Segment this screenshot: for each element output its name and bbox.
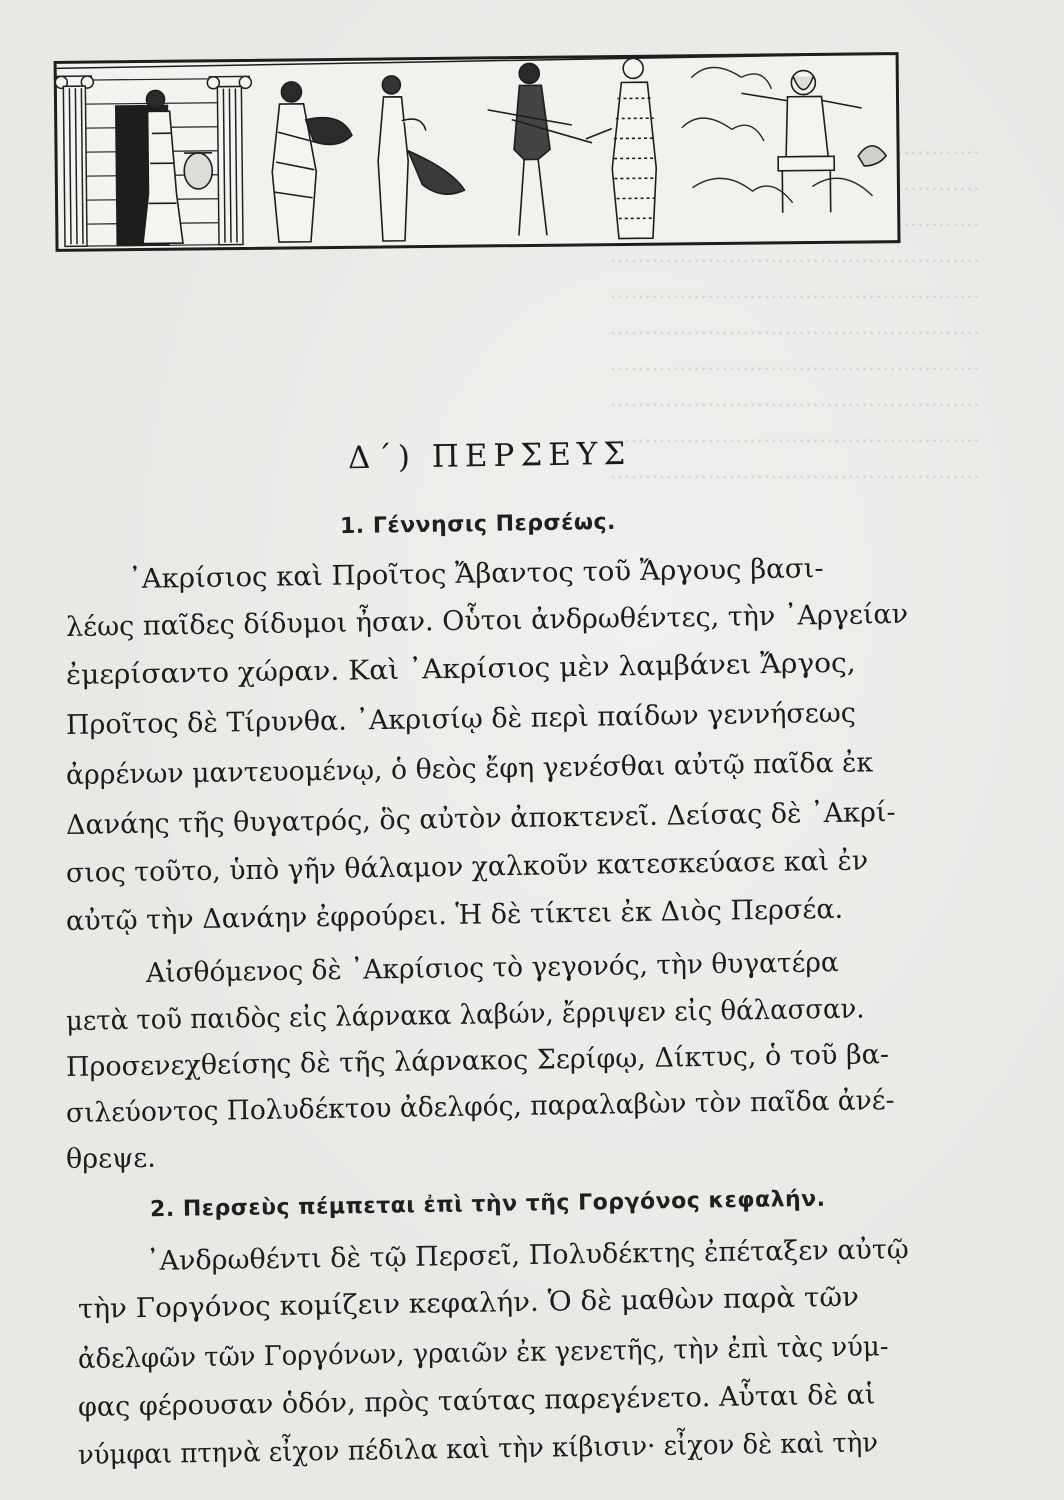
chapter-title: Δ΄) ΠΕΡΣΕΥΣ	[347, 435, 632, 477]
text-line: λέως παῖδες δίδυμοι ἦσαν. Οὗτοι ἀνδρωθέντες, τὴν ᾿Αργείαν	[65, 598, 909, 643]
text-line: τὴν Γοργόνος κομίζειν κεφαλήν. Ὁ δὲ μαθὼν παρὰ τῶν	[77, 1281, 860, 1325]
text-line: φας φέρουσαν ὁδόν, πρὸς ταύτας παρεγένετο. Αὗται δὲ αἱ	[77, 1379, 876, 1423]
text-line: Προῖτος δὲ Τίρυνθα. ᾿Ακρισίῳ δὲ περὶ παίδων γεννήσεως	[65, 697, 857, 741]
illustration-banner	[51, 36, 905, 257]
text-line: αὐτῷ τὴν Δανάην ἐφρούρει. Ἡ δὲ τίκτει ἐκ Διὸς Περσέα.	[65, 893, 844, 937]
text-line: ἀρρένων μαντευομένῳ, ὁ θεὸς ἔφη γενέσθαι αὐτῷ παῖδα ἐκ	[65, 747, 874, 791]
text-line: Αἰσθόμενος δὲ ᾿Ακρίσιος τὸ γεγονός, τὴν θυγατέρα	[145, 947, 840, 989]
text-line: Προσενεχθείσης δὲ τῆς λάρνακος Σερίφῳ, Δίκτυς, ὁ τοῦ βα-	[65, 1039, 890, 1083]
text-line: νύμφαι πτηνὰ εἶχον πέδιλα καὶ τὴν κίβισιν· εἶχον δὲ καὶ τὴν	[77, 1427, 879, 1471]
section-heading-2: 2. Περσεὺς πέμπεται ἐπὶ τὴν τῆς Γοργόνος κεφαλήν.	[149, 1186, 826, 1223]
text-line: ᾿Ανδρωθέντι δὲ τῷ Περσεῖ, Πολυδέκτης ἐπέταξεν αὐτῷ	[145, 1234, 910, 1277]
text-line: μετὰ τοῦ παιδὸς εἰς λάρνακα λαβών, ἔρριψεν εἰς θάλασσαν.	[65, 993, 865, 1037]
text-line: ἀδελφῶν τῶν Γοργόνων, γραιῶν ἐκ γενετῆς, τὴν ἐπὶ τὰς νύμ-	[77, 1331, 889, 1375]
text-line: σιλεύοντος Πολυδέκτου ἀδελφός, παραλαβὼν τὸν παῖδα ἀνέ-	[65, 1084, 895, 1129]
section-heading-1: 1. Γέννησις Περσέως.	[339, 509, 617, 540]
text-line: Δανάης τῆς θυγατρός, ὃς αὐτὸν ἀποκτενεῖ. Δείσας δὲ ᾿Ακρί-	[65, 796, 896, 841]
text-line: ᾿Ακρίσιος καὶ Προῖτος Ἄβαντος τοῦ Ἄργους βασι-	[127, 553, 824, 595]
text-line: θρεψε.	[65, 1142, 157, 1175]
text-line: σιος τοῦτο, ὑπὸ γῆν θάλαμον χαλκοῦν κατεσκεύασε καὶ ἐν	[65, 845, 869, 889]
text-line: ἐμερίσαντο χώραν. Καὶ ᾿Ακρίσιος μὲν λαμβάνει Ἄργος,	[65, 647, 856, 691]
banner-drawing	[51, 36, 905, 257]
bleed-through-text: ..................................................... ..................................................... ..................................................... ..................................................... ..................................................... ..................................................... .....................................................	[609, 243, 980, 484]
